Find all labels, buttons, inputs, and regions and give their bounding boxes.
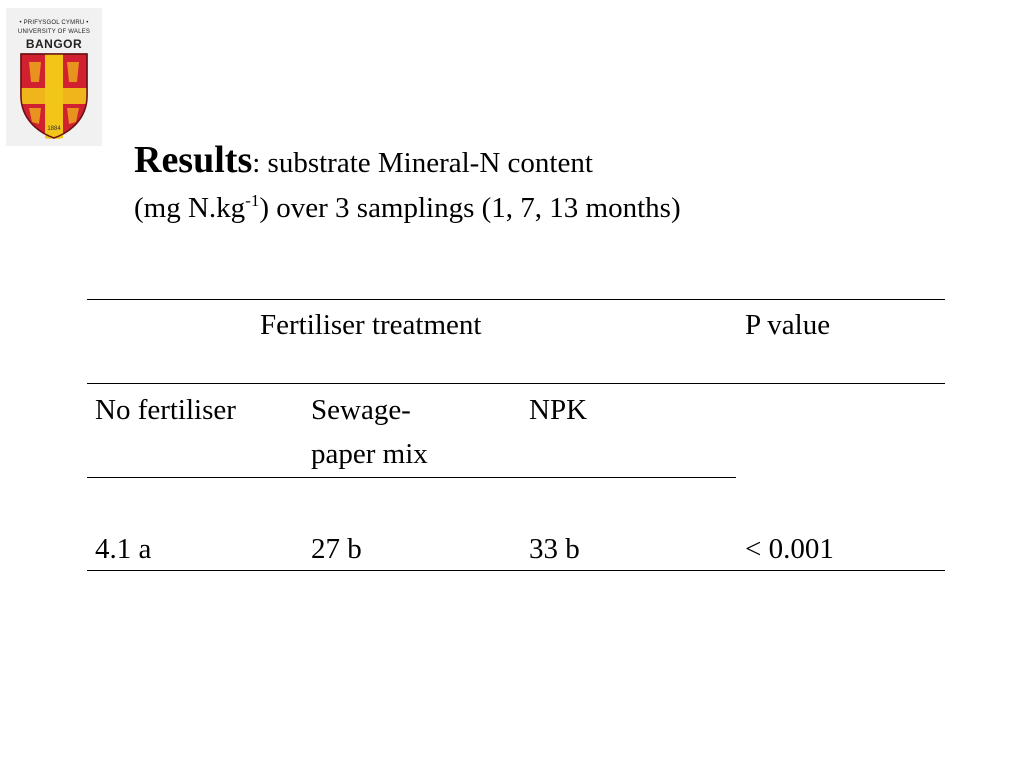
title-units-pre: (mg N.kg [134,192,246,224]
title-colon: : [252,147,261,179]
table-cell-p-value: < 0.001 [745,533,834,565]
title-subject: substrate Mineral-N content [260,147,593,179]
group-header-fertiliser: Fertiliser treatment [260,309,482,341]
logo-line-bangor: BANGOR [25,37,83,51]
logo-line-english: UNIVERSITY OF WALES [17,29,91,35]
column-header-npk: NPK [529,394,588,426]
table-cell-no-fertiliser: 4.1 a [95,533,152,565]
table-header-rule [87,383,945,384]
column-header-sewage-line2: paper mix [311,438,428,470]
title-results: Results [134,139,253,181]
title-line-2 [134,175,681,234]
header-p-value: P value [745,309,831,341]
slide-title [134,134,681,234]
logo-line-welsh: • PRIFYSGOL CYMRU • [19,20,89,26]
table-subheader-rule [87,477,736,478]
table-top-rule [87,299,945,300]
column-header-no-fertiliser: No fertiliser [95,394,236,426]
table-cell-sewage: 27 b [311,533,362,565]
column-header-sewage-line1: Sewage- [311,394,411,426]
university-logo [6,8,102,146]
table-bottom-rule [87,570,945,571]
title-units-post: ) over 3 samplings (1, 7, 13 months) [259,192,681,224]
logo-year: 1884 [47,126,61,132]
title-units-sup: -1 [245,191,260,210]
table-cell-npk: 33 b [529,533,580,565]
